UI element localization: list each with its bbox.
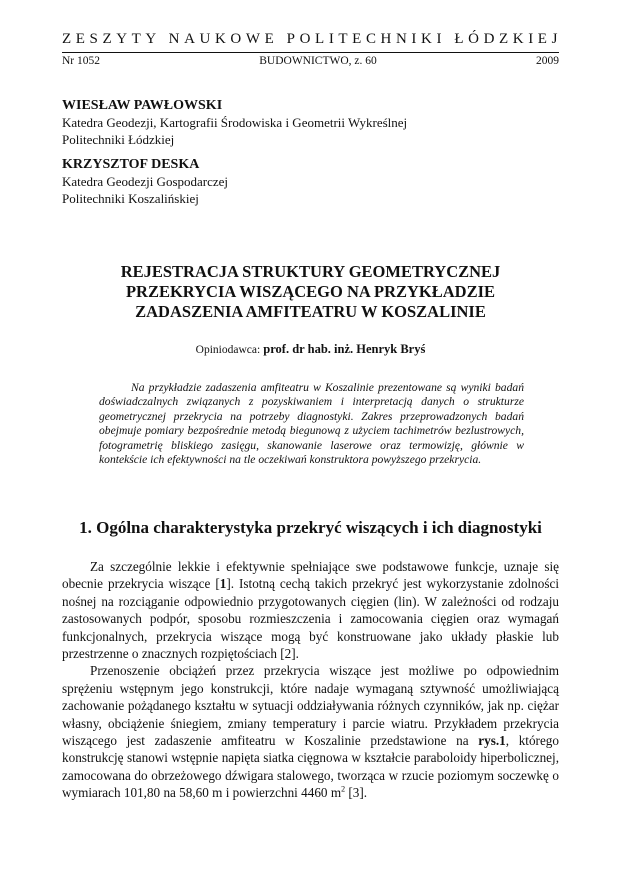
author-affiliation: Katedra Geodezji, Kartografii Środowiska i Geometrii Wykreślnej [62,115,408,130]
abstract: Na przykładzie zadaszenia amfiteatru w Koszalinie prezentowane są wyniki badań doświadczalnych związanych z pozyskiwaniem i interpretacją danych o strukturze geometrycznej przekrycia na potrzeby diagnostyki. Zakres przeprowadzonych badań obejmuje pomiary bezpośrednie metodą biegunową z użyciem tachimetrów bezlustrowych, fotogrametrię bliskiego zasięgu, skanowanie laserowe oraz termowizję, głównie w kontekście ich efektywności na tle oczekiwań konstruktora powyższego przekrycia. [99,381,524,467]
title-line: ZADASZENIA AMFITEATRU W KOSZALINIE [135,302,486,321]
journal-title: ZESZYTY NAUKOWE POLITECHNIKI ŁÓDZKIEJ [62,31,563,47]
citation-ref: 1 [219,576,227,592]
paper-title [62,262,559,322]
author-block [62,156,559,207]
series-volume: BUDOWNICTWO, z. 60 [259,55,377,67]
paragraph [62,558,559,662]
paragraph [62,662,559,801]
paragraph-text: , którego konstrukcję stanowi wstępnie napięta siatka cięgnowa w kształcie paraboloidy hiperbolicznej, zamocowana do obrzeżowego dźwigara stalowego, tworząca w rzucie poziomym soczewkę o wymiarach 101,80 na 58,60 m i powierzchni 4460 m [62,733,559,801]
author-affiliation: Politechniki Koszalińskiej [62,191,199,206]
paragraph-text: ]. Istotną cechą takich przekryć jest wykorzystanie zdolności nośnej na rozciąganie odpowiednio przygotowanych cięgien (lin). W zależności od rodzaju zastosowanych podpór, sposobu rozmieszczenia i zamocowania cięgien oraz wymagań funkcjonalnych, przekrycia wiszące mogą być konstruowane jako układy płaskie lub przestrzenne o znacznych rozpiętościach [2]. [62,576,559,662]
issue-meta-row [62,52,559,68]
reviewer-label: Opiniodawca: [195,344,261,356]
author-name: KRZYSZTOF DESKA [62,157,200,172]
figure-ref: rys.1 [478,733,506,749]
title-line: REJESTRACJA STRUKTURY GEOMETRYCZNEJ [120,262,501,281]
author-name: WIESŁAW PAWŁOWSKI [62,98,223,113]
authors-section [62,97,559,215]
author-affiliation: Katedra Geodezji Gospodarczej [62,174,229,189]
section-heading: 1. Ogólna charakterystyka przekryć wiszących i ich diagnostyki [79,518,542,537]
paragraph-text: Przenoszenie obciążeń przez przekrycia wiszące jest możliwe po odpowiednim sprężeniu wstępnym jego konstrukcji, które nadaje wymaganą sztywność umożliwiającą zachowanie pożądanego kształtu w sytuacji oddziaływania różnych czynników, jak np. ciężar własny, obciążenie śniegiem, zmiany temperatury i parcie wiatru. Przykładem przekrycia wiszącego jest zadaszenie amfiteatru w Koszalinie przedstawione na [62,663,559,749]
reviewer-name: prof. dr hab. inż. Henryk Bryś [263,342,426,356]
author-affiliation: Politechniki Łódzkiej [62,132,175,147]
body-text [62,558,559,802]
title-line: PRZEKRYCIA WISZĄCEGO NA PRZYKŁADZIE [125,282,496,301]
paragraph-text: Za szczególnie lekkie i efektywnie spełniające swe podstawowe funkcje, uznaje się obecnie przekrycia wiszące [ [62,559,559,592]
author-block [62,97,559,148]
reviewer-line [62,341,559,358]
issue-number: Nr 1052 [62,55,101,67]
superscript: 2 [341,784,346,794]
publication-year: 2009 [536,55,559,67]
paragraph-text: [3]. [345,785,368,801]
